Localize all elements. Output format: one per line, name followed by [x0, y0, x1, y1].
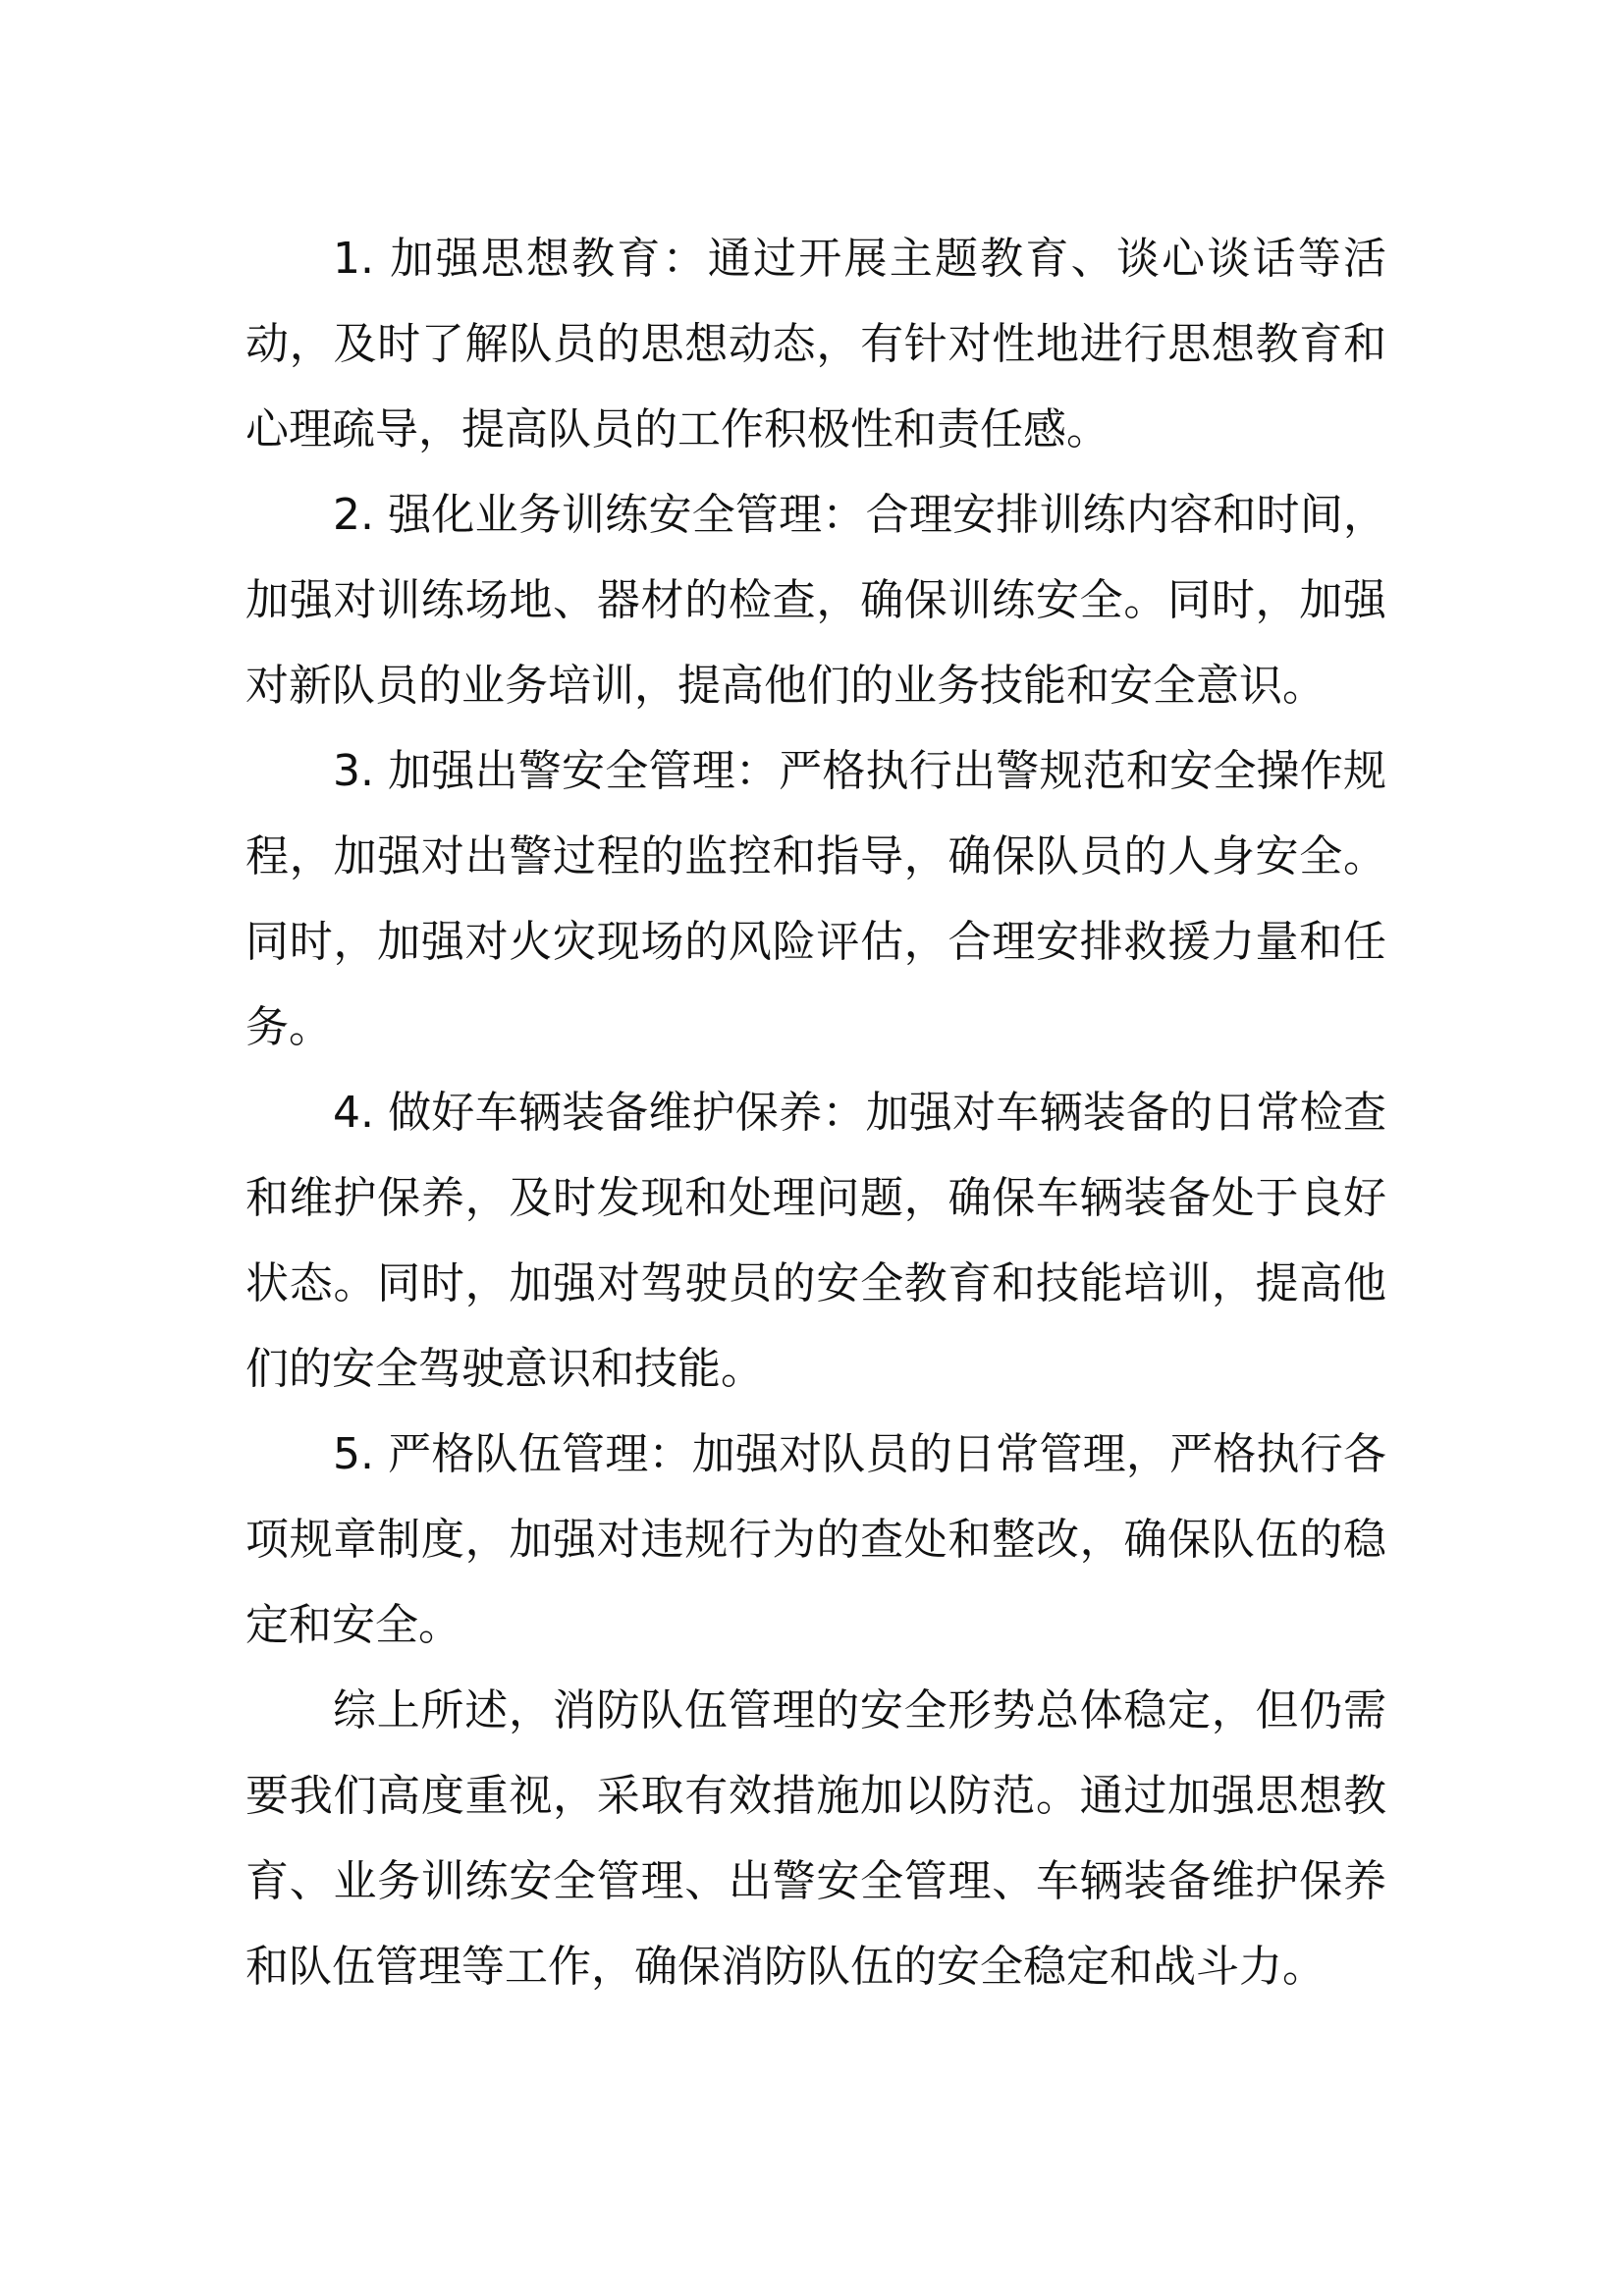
paragraph-thought-education: 1. 加强思想教育：通过开展主题教育、谈心谈话等活动，及时了解队员的思想动态，有针对性地进行思想教育和心理疏导，提高队员的工作积极性和责任感。: [245, 234, 1386, 454]
document-body: [245, 216, 1386, 2009]
paragraph-summary: 综上所述，消防队伍管理的安全形势总体稳定，但仍需要我们高度重视，采取有效措施加以防范。通过加强思想教育、业务训练安全管理、出警安全管理、车辆装备维护保养和队伍管理等工作，确保消防队伍的安全稳定和战斗力。: [245, 1685, 1386, 1992]
paragraph-vehicle-maintenance: 4. 做好车辆装备维护保养：加强对车辆装备的日常检查和维护保养，及时发现和处理问题，确保车辆装备处于良好状态。同时，加强对驾驶员的安全教育和技能培训，提高他们的安全驾驶意识和技能。: [245, 1088, 1386, 1394]
paragraph-team-management: 5. 严格队伍管理：加强对队员的日常管理，严格执行各项规章制度，加强对违规行为的查处和整改，确保队伍的稳定和安全。: [245, 1429, 1386, 1650]
paragraph-training-safety: 2. 强化业务训练安全管理：合理安排训练内容和时间，加强对训练场地、器材的检查，确保训练安全。同时，加强对新队员的业务培训，提高他们的业务技能和安全意识。: [245, 490, 1386, 711]
paragraph-dispatch-safety: 3. 加强出警安全管理：严格执行出警规范和安全操作规程，加强对出警过程的监控和指导，确保队员的人身安全。同时，加强对火灾现场的风险评估，合理安排救援力量和任务。: [245, 746, 1386, 1052]
